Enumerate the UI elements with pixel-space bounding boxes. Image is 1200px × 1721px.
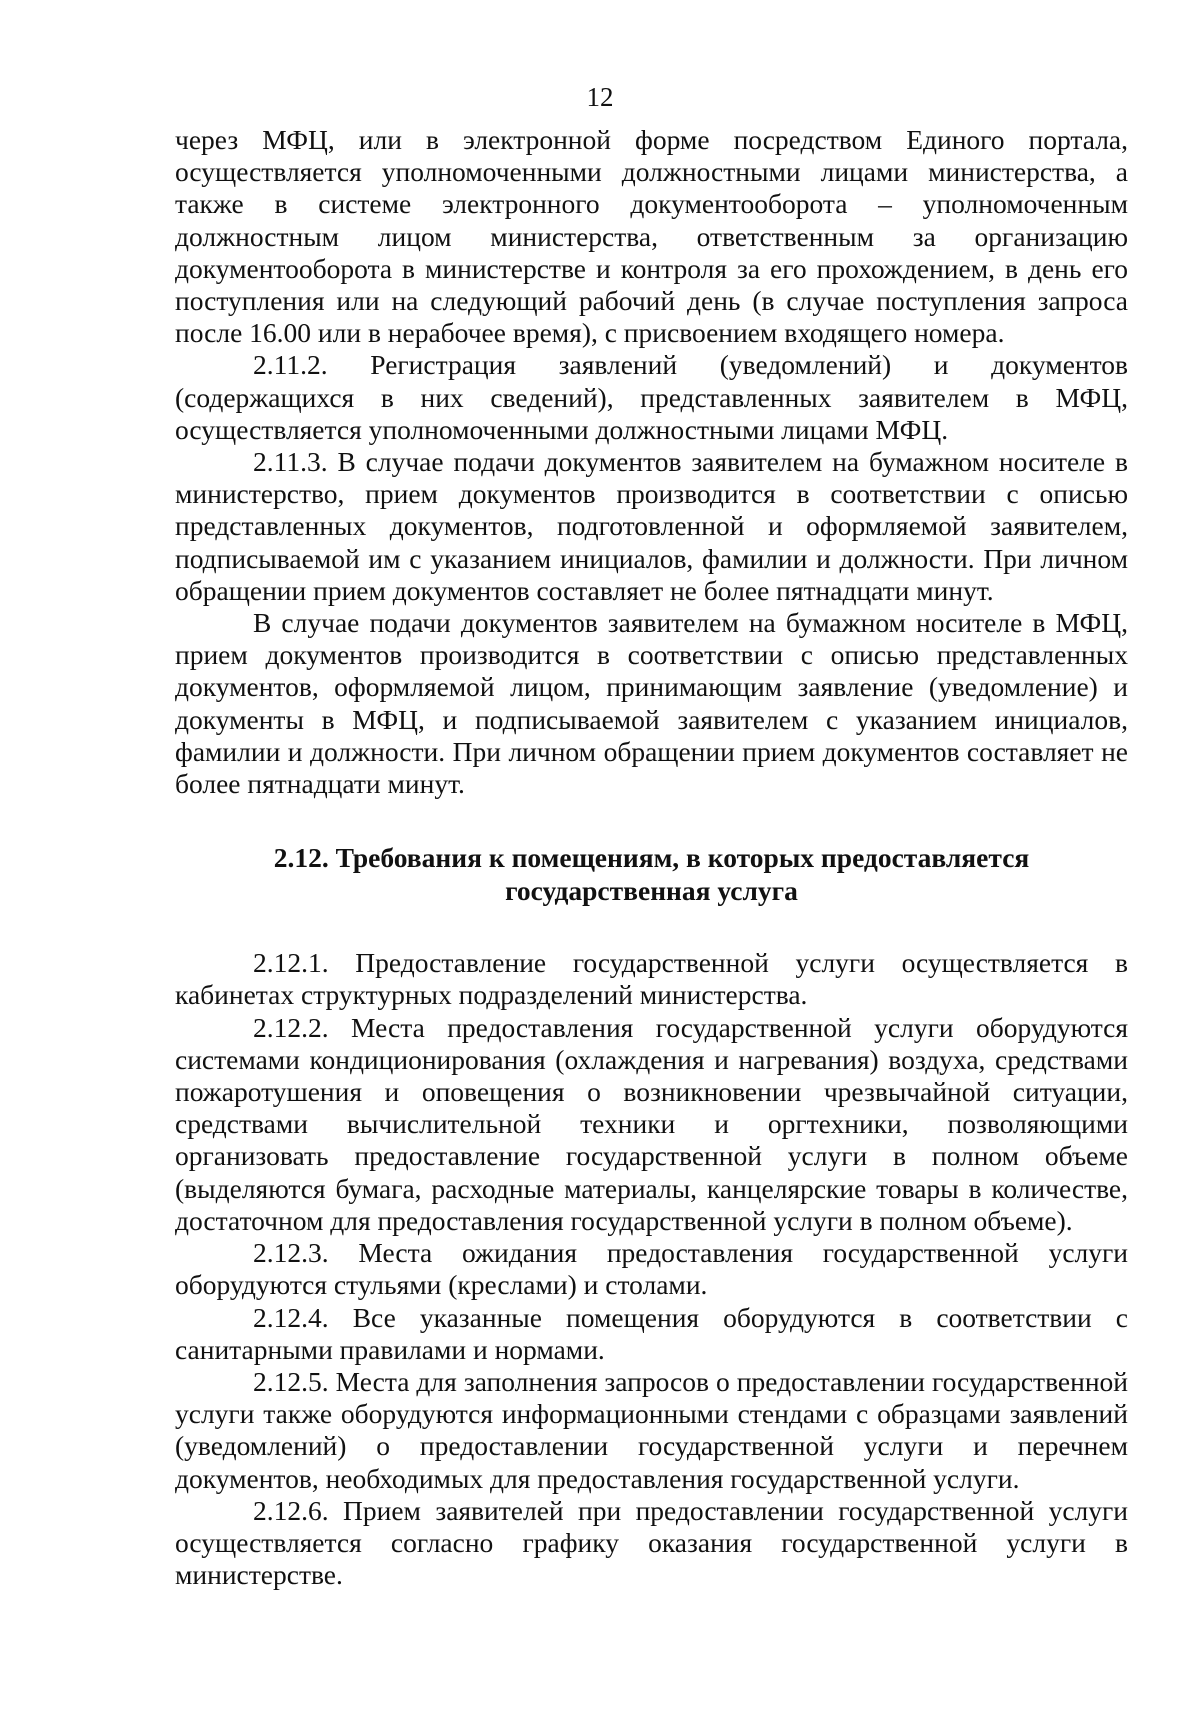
paragraph-mfc-intake: В случае подачи документов заявителем на бумажном носителе в МФЦ, прием документов производится в соответствии с описью представленных документов, оформляемой лицом, принимающим заявление (уведомление) и документы в МФЦ, и подписываемой заявителем с указанием инициалов, фамилии и должности. При личном обращении прием документов составляет не более пятнадцати минут.	[175, 607, 1128, 800]
paragraph-2-12-5: 2.12.5. Места для заполнения запросов о предоставлении государственной услуги также оборудуются информационными стендами с образцами заявлений (уведомлений) о предоставлении государственной услуги и перечнем документов, необходимых для предоставления государственной услуги.	[175, 1365, 1128, 1494]
paragraph-2-12-6: 2.12.6. Прием заявителей при предоставлении государственной услуги осуществляется согласно графику оказания государственной услуги в министерстве.	[175, 1494, 1128, 1591]
paragraph-2-12-2: 2.12.2. Места предоставления государственной услуги оборудуются системами кондиционирования (охлаждения и нагревания) воздуха, средствами пожаротушения и оповещения о возникновении чрезвычайной ситуации, средствами вычислительной техники и оргтехники, позволяющими организовать предоставление государственной услуги в полном объеме (выделяются бумага, расходные материалы, канцелярские товары в количестве, достаточном для предоставления государственной услуги в полном объеме).	[175, 1011, 1128, 1236]
section-heading-line-1: 2.12. Требования к помещениям, в которых предоставляется	[273, 842, 1030, 874]
paragraph-continuation: через МФЦ, или в электронной форме посредством Единого портала, осуществляется уполномоченными должностными лицами министерства, а также в системе электронного документооборота – уполномоченным должностным лицом министерства, ответственным за организацию документооборота в министерстве и контроля за его прохождением, в день его поступления или на следующий рабочий день (в случае поступления запроса после 16.00 или в нерабочее время), с присвоением входящего номера.	[175, 124, 1128, 349]
section-heading-line-2: государственная услуга	[505, 874, 798, 906]
document-body	[175, 124, 1128, 1591]
paragraph-2-11-3: 2.11.3. В случае подачи документов заявителем на бумажном носителе в министерство, прием документов производится в соответствии с описью представленных документов, подготовленной и оформляемой заявителем, подписываемой им с указанием инициалов, фамилии и должности. При личном обращении прием документов составляет не более пятнадцати минут.	[175, 446, 1128, 606]
section-heading-2-12	[175, 842, 1128, 907]
paragraph-2-11-2: 2.11.2. Регистрация заявлений (уведомлений) и документов (содержащихся в них сведений), представленных заявителем в МФЦ, осуществляется уполномоченными должностными лицами МФЦ.	[175, 349, 1128, 445]
paragraph-2-12-4: 2.12.4. Все указанные помещения оборудуются в соответствии с санитарными правилами и нормами.	[175, 1301, 1128, 1365]
paragraph-2-12-3: 2.12.3. Места ожидания предоставления государственной услуги оборудуются стульями (креслами) и столами.	[175, 1237, 1128, 1301]
paragraph-2-12-1: 2.12.1. Предоставление государственной услуги осуществляется в кабинетах структурных подразделений министерства.	[175, 947, 1128, 1011]
page-number: 12	[586, 82, 614, 112]
